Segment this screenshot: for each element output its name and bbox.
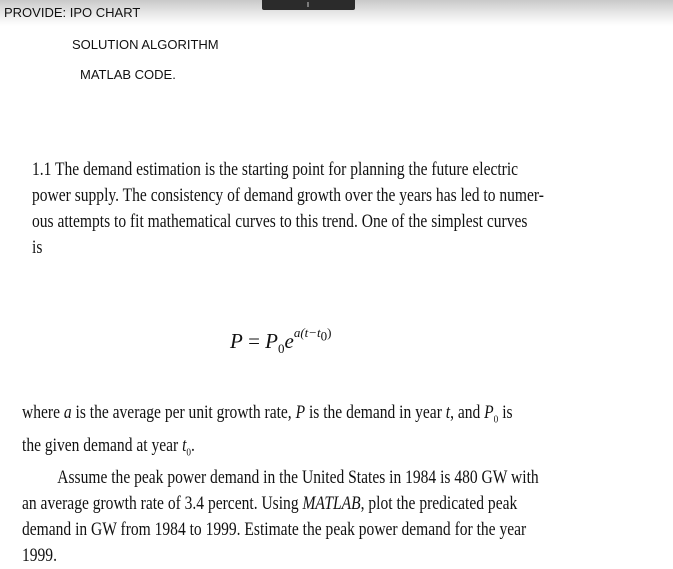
problem-line: is bbox=[32, 238, 43, 258]
var-t0: t bbox=[182, 435, 187, 456]
var-a: a bbox=[63, 403, 72, 423]
definition-text: the given demand at year bbox=[22, 435, 183, 456]
var-p0: P bbox=[484, 403, 494, 423]
problem-line: ous attempts to fit mathematical curves to this trend. One of the simplest curves bbox=[32, 212, 528, 232]
equation-exponent-close: ) bbox=[327, 325, 332, 340]
equation-exponent-sub: 0 bbox=[320, 328, 328, 344]
var-t: t bbox=[445, 403, 451, 423]
equation-e: e bbox=[284, 329, 294, 353]
problem-continuation bbox=[22, 400, 539, 569]
assignment-line-1: Assume the peak power demand in the United States in 1984 is 480 GW with bbox=[57, 468, 539, 489]
assignment-line-2 bbox=[22, 491, 539, 517]
matlab-word: MATLAB bbox=[302, 494, 361, 515]
assignment-text: , plot the predicated peak bbox=[360, 494, 518, 515]
equation-exponent-body: a(t−t bbox=[293, 325, 321, 340]
problem-line: 1.1 The demand estimation is the starting point for planning the future electric bbox=[32, 160, 519, 180]
definition-text: is bbox=[498, 403, 513, 423]
assignment-line-4: 1999. bbox=[22, 546, 57, 567]
window-tab-handle bbox=[262, 0, 355, 10]
growth-equation bbox=[230, 325, 332, 357]
definition-line-2 bbox=[22, 433, 539, 466]
equation-lhs: P bbox=[230, 329, 243, 353]
problem-line: power supply. The consistency of demand growth over the years has led to numer- bbox=[32, 186, 544, 206]
assignment-text: an average growth rate of 3.4 percent. Using bbox=[22, 494, 303, 515]
problem-statement bbox=[32, 157, 544, 261]
var-p0-sub: 0 bbox=[493, 413, 499, 426]
equation-equals: = bbox=[248, 329, 260, 353]
definition-text: , and bbox=[450, 403, 485, 423]
definition-text: is the demand in year bbox=[305, 403, 446, 423]
equation-base: P bbox=[265, 329, 278, 353]
var-p: P bbox=[295, 403, 306, 423]
matlab-code-heading: MATLAB CODE. bbox=[80, 67, 176, 82]
definition-line-1 bbox=[22, 400, 539, 433]
assignment-line-3: demand in GW from 1984 to 1999. Estimate the peak power demand for the year bbox=[22, 520, 527, 541]
definition-text: . bbox=[191, 435, 195, 456]
definition-text: where bbox=[22, 403, 64, 423]
equation-exponent bbox=[293, 325, 332, 344]
definition-text: is the average per unit growth rate, bbox=[71, 403, 296, 423]
equation-base-sub: 0 bbox=[278, 341, 285, 357]
solution-algorithm-heading: SOLUTION ALGORITHM bbox=[72, 37, 219, 52]
provide-heading: PROVIDE: IPO CHART bbox=[4, 5, 141, 20]
var-t0-sub: 0 bbox=[186, 446, 192, 459]
